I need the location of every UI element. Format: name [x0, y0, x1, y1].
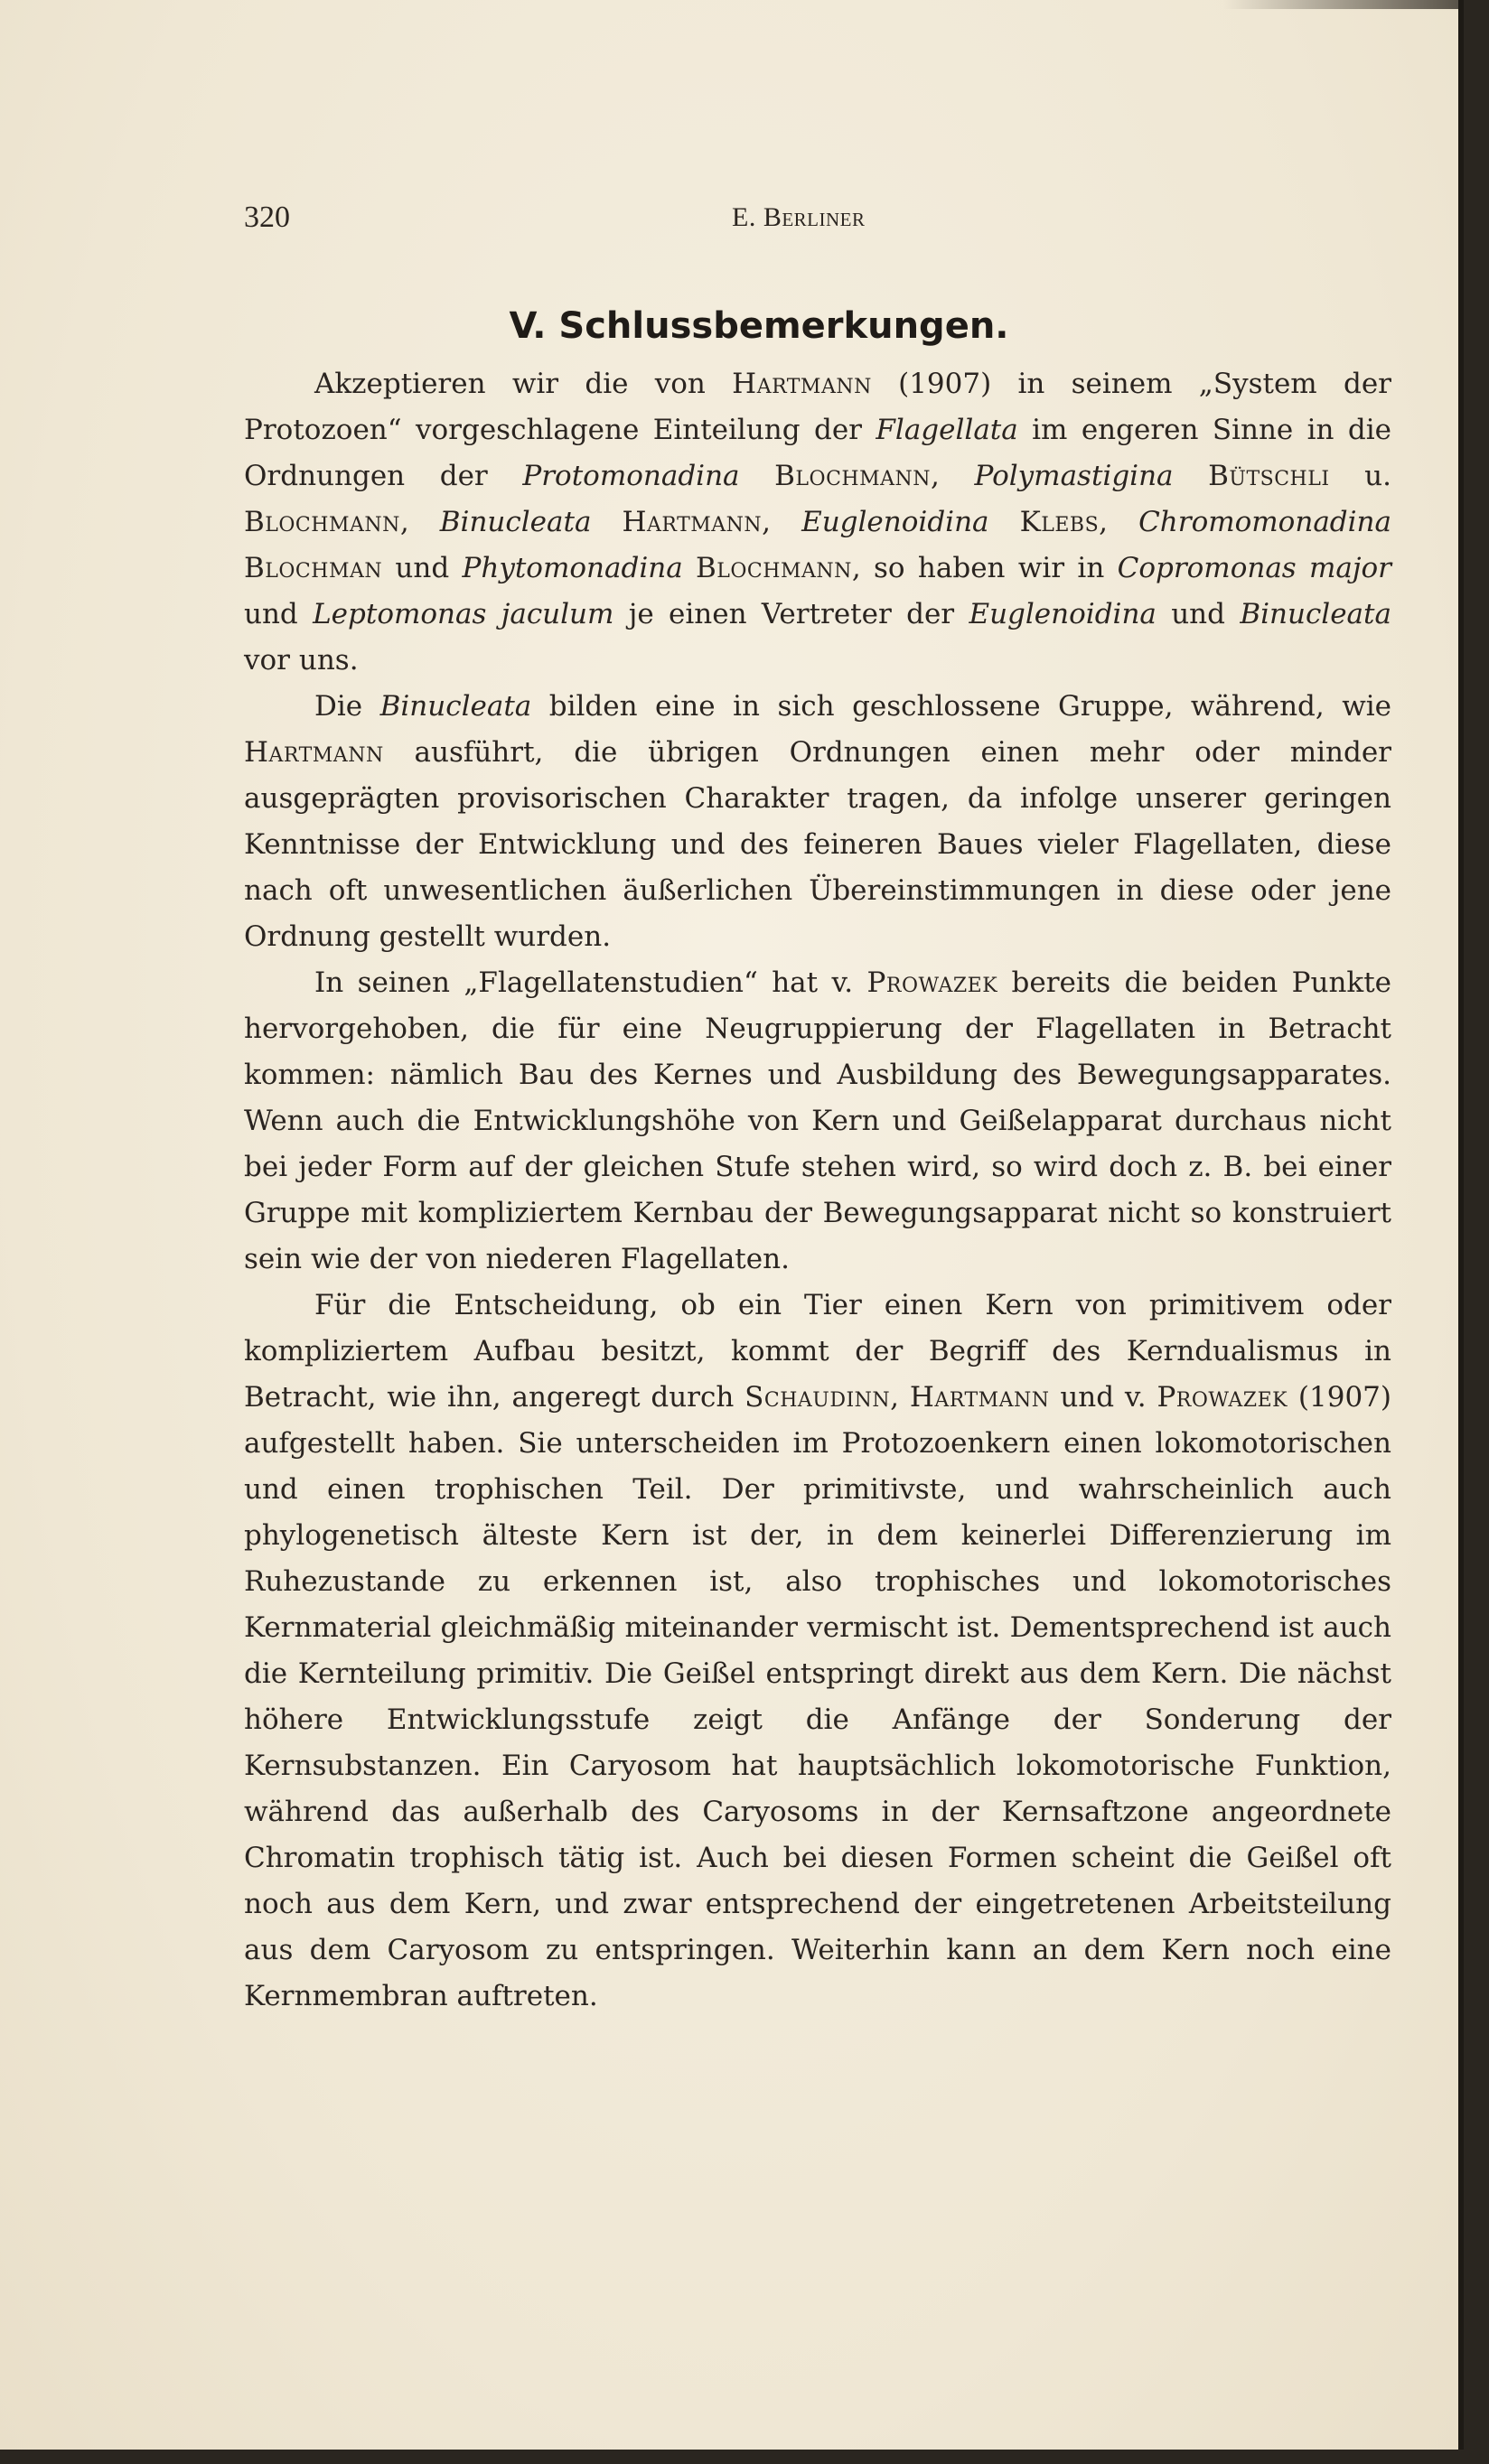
- author-name: Blochmann: [774, 460, 932, 492]
- section-heading: V. Schlussbemerkungen.: [509, 305, 1009, 347]
- body-text: [244, 361, 1391, 2020]
- author-name: Blochmann: [244, 506, 400, 538]
- author-name: Blochmann: [696, 552, 852, 584]
- taxon-name: Leptomonas jaculum: [313, 598, 614, 630]
- author-name: Prowazek: [1157, 1381, 1288, 1414]
- taxon-name: Phytomonadina: [462, 552, 683, 584]
- taxon-name: Euglenoidina: [969, 598, 1157, 630]
- taxon-name: Chromomonadina: [1138, 506, 1392, 538]
- paragraph: Akzeptieren wir die von Hartmann (1907) in seinem „System der Protozoen“ vorgeschlagene Einteilung der Flagellata im engeren Sinne in die Ordnungen der Protomonadina Blochmann, Polymastigina Bütschli u. Blochmann, Binucleata Hartmann, Euglenoidina Klebs, Chromomonadina Blochman und Phytomonadina Blochmann, so haben wir in Copromonas major und Leptomonas jaculum je einen Vertreter der Euglenoidina und Binucleata vor uns.: [244, 368, 1392, 677]
- page-number: 320: [244, 201, 290, 234]
- page-header: [244, 201, 1391, 237]
- author-name: Hartmann: [909, 1381, 1050, 1414]
- running-head: E. Berliner: [732, 202, 866, 232]
- author-name: Hartmann: [622, 506, 763, 538]
- paragraph: In seinen „Flagellatenstudien“ hat v. Prowazek bereits die beiden Punkte hervorgehoben, die für eine Neugruppierung der Flagellaten in Betracht kommen: nämlich Bau des Kernes und Ausbildung des Bewegungsapparates. Wenn auch die Entwicklungshöhe von Kern und Geißelapparat durchaus nicht bei jeder Form auf der gleichen Stufe stehen wird, so wird doch z. B. bei einer Gruppe mit kompliziertem Kernbau der Bewegungsapparat nicht so konstruiert sein wie der von niederen Flagellaten.: [244, 966, 1391, 1275]
- author-name: Blochman: [244, 552, 383, 584]
- author-name: Hartmann: [244, 736, 384, 769]
- author-name: Klebs: [1019, 506, 1100, 538]
- taxon-name: Binucleata: [379, 690, 532, 723]
- taxon-name: Polymastigina: [974, 460, 1174, 492]
- paragraph: Die Binucleata bilden eine in sich geschlossene Gruppe, während, wie Hartmann ausführt, die übrigen Ordnungen einen mehr oder minder ausgeprägten provisorischen Charakter tragen, da infolge unserer geringen Kenntnisse der Entwicklung und des feineren Baues vieler Flagellaten, diese nach oft unwesentlichen äußerlichen Übereinstimmungen in diese oder jene Ordnung gestellt wurden.: [244, 690, 1392, 953]
- author-name: Schaudinn: [744, 1381, 891, 1414]
- taxon-name: Binucleata: [1240, 598, 1391, 630]
- author-name: Prowazek: [866, 966, 998, 999]
- author-name: Bütschli: [1208, 460, 1330, 492]
- taxon-name: Binucleata: [439, 506, 592, 538]
- author-name: Hartmann: [732, 368, 872, 400]
- scan-shadow: [1223, 0, 1458, 9]
- paragraph: Für die Entscheidung, ob ein Tier einen Kern von primitivem oder kompliziertem Aufbau besitzt, kommt der Begriff des Kerndualismus in Betracht, wie ihn, angeregt durch Schaudinn, Hartmann und v. Prowazek (1907) aufgestellt haben. Sie unterscheiden im Protozoenkern einen lokomotorischen und einen trophischen Teil. Der primitivste, und wahrscheinlich auch phylogenetisch älteste Kern ist der, in dem keinerlei Differenzierung im Ruhezustande zu erkennen ist, also trophisches und lokomotorisches Kernmaterial gleichmäßig miteinander vermischt ist. Dementsprechend ist auch die Kernteilung primitiv. Die Geißel entspringt direkt aus dem Kern. Die nächst höhere Entwicklungsstufe zeigt die Anfänge der Sonderung der Kernsubstanzen. Ein Caryosom hat hauptsächlich lokomotorische Funktion, während das außerhalb des Caryosoms in der Kernsaftzone angeordnete Chromatin trophisch tätig ist. Auch bei diesen Formen scheint die Geißel oft noch aus dem Kern, und zwar entsprechend der eingetretenen Arbeitsteilung aus dem Caryosom zu entspringen. Weiterhin kann an dem Kern noch eine Kernmembran auftreten.: [244, 1289, 1391, 2012]
- taxon-name: Copromonas major: [1117, 552, 1392, 584]
- taxon-name: Protomonadina: [522, 460, 740, 492]
- taxon-name: Flagellata: [876, 414, 1018, 446]
- taxon-name: Euglenoidina: [801, 506, 989, 538]
